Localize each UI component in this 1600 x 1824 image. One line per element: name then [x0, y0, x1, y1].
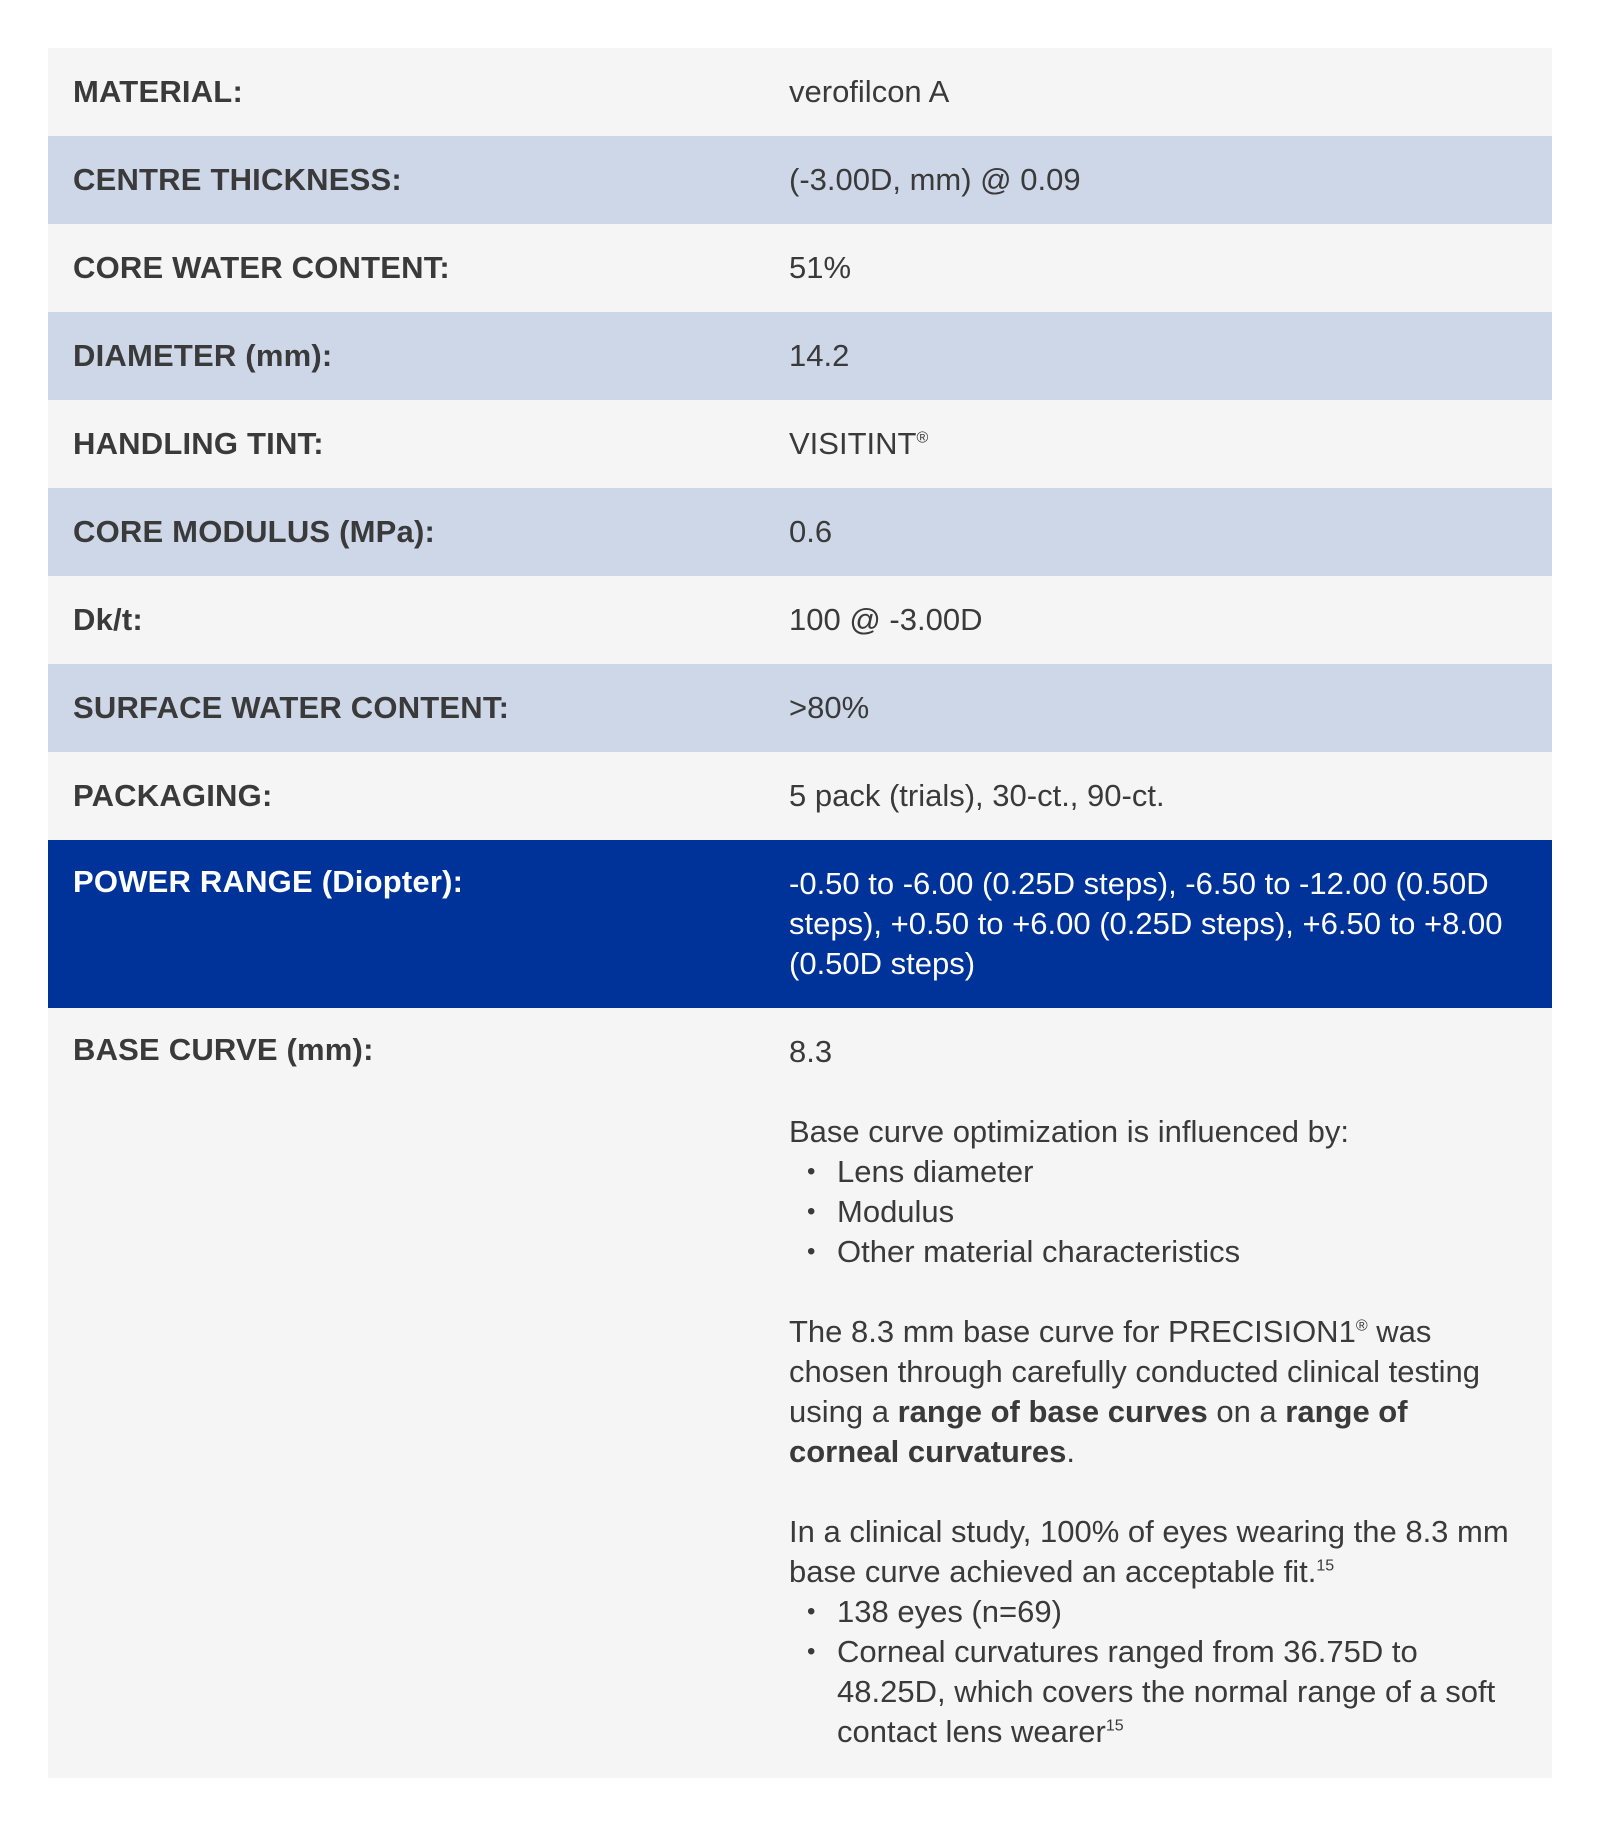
spec-label: DIAMETER (mm): — [73, 338, 333, 373]
list-item — [789, 1592, 1522, 1632]
list-item-text: 138 eyes (n=69) — [837, 1594, 1062, 1629]
spec-row-core-water-content — [48, 224, 1552, 312]
spec-value: 51% — [789, 250, 852, 285]
spec-value-text: VISITINT — [789, 426, 917, 461]
spec-value — [789, 424, 1552, 464]
spec-value: 100 @ -3.00D — [789, 602, 983, 637]
spec-row-handling-tint — [48, 400, 1552, 488]
spec-row-power-range — [48, 840, 1552, 1008]
list-item: • Modulus — [789, 1192, 1522, 1232]
optimization-block — [789, 1112, 1522, 1272]
spec-row-dkt — [48, 576, 1552, 664]
text-run: . — [1066, 1434, 1076, 1469]
spec-label: SURFACE WATER CONTENT: — [73, 690, 510, 725]
spec-label: BASE CURVE (mm): — [73, 1032, 374, 1067]
spec-row-diameter — [48, 312, 1552, 400]
spec-label: CORE MODULUS (MPa): — [73, 514, 436, 549]
spec-label: CENTRE THICKNESS: — [73, 162, 402, 197]
spec-row-base-curve — [48, 1008, 1552, 1778]
text-run: In a clinical study, 100% of eyes wearing the 8.3 mm base curve achieved an acceptable fit. — [789, 1514, 1509, 1589]
lens-specifications-table — [48, 48, 1552, 1778]
spec-value: verofilcon A — [789, 74, 950, 109]
spec-row-core-modulus — [48, 488, 1552, 576]
clinical-study-block — [789, 1512, 1522, 1752]
base-curve-details — [789, 1008, 1552, 1752]
reference-superscript: 15 — [1316, 1557, 1335, 1575]
study-details-list — [789, 1592, 1522, 1752]
spec-label: PACKAGING: — [73, 778, 273, 813]
list-item: • Lens diameter — [789, 1152, 1522, 1192]
spec-label: MATERIAL: — [73, 74, 243, 109]
text-run: The 8.3 mm base curve for PRECISION1 — [789, 1314, 1356, 1349]
spec-value: >80% — [789, 690, 870, 725]
spec-label: Dk/t: — [73, 602, 143, 637]
list-item: • Other material characteristics — [789, 1232, 1522, 1272]
registered-mark: ® — [916, 429, 929, 447]
spec-row-material — [48, 48, 1552, 136]
spec-value: (-3.00D, mm) @ 0.09 — [789, 162, 1081, 197]
optimization-factors-list — [789, 1152, 1522, 1272]
spec-label: CORE WATER CONTENT: — [73, 250, 450, 285]
list-item-text: Corneal curvatures ranged from 36.75D to 48.25D, which covers the normal range of a soft contact lens wearer — [837, 1634, 1496, 1749]
registered-mark: ® — [1355, 1317, 1368, 1335]
selection-paragraph — [789, 1312, 1522, 1472]
spec-value: 5 pack (trials), 30-ct., 90-ct. — [789, 778, 1165, 813]
emphasis-text: range of corneal curvatures — [789, 1394, 1408, 1469]
spec-label: POWER RANGE (Diopter): — [73, 864, 464, 899]
text-run: on a — [1207, 1394, 1286, 1429]
emphasis-text: range of base curves — [897, 1394, 1208, 1429]
optimization-intro: Base curve optimization is influenced by: — [789, 1114, 1350, 1149]
spec-row-surface-water-content — [48, 664, 1552, 752]
spec-label: HANDLING TINT: — [73, 426, 324, 461]
spec-value: 14.2 — [789, 338, 850, 373]
list-item — [789, 1632, 1522, 1752]
base-curve-value: 8.3 — [789, 1034, 833, 1069]
reference-superscript: 15 — [1105, 1717, 1124, 1735]
spec-row-packaging — [48, 752, 1552, 840]
spec-value: 0.6 — [789, 514, 833, 549]
spec-row-centre-thickness — [48, 136, 1552, 224]
text-run: was chosen through carefully conducted clinical testing using a — [789, 1314, 1481, 1429]
spec-value: -0.50 to -6.00 (0.25D steps), -6.50 to -12.00 (0.50D steps), +0.50 to +6.00 (0.25D steps), +6.50 to +8.00 (0.50D steps) — [789, 866, 1503, 981]
